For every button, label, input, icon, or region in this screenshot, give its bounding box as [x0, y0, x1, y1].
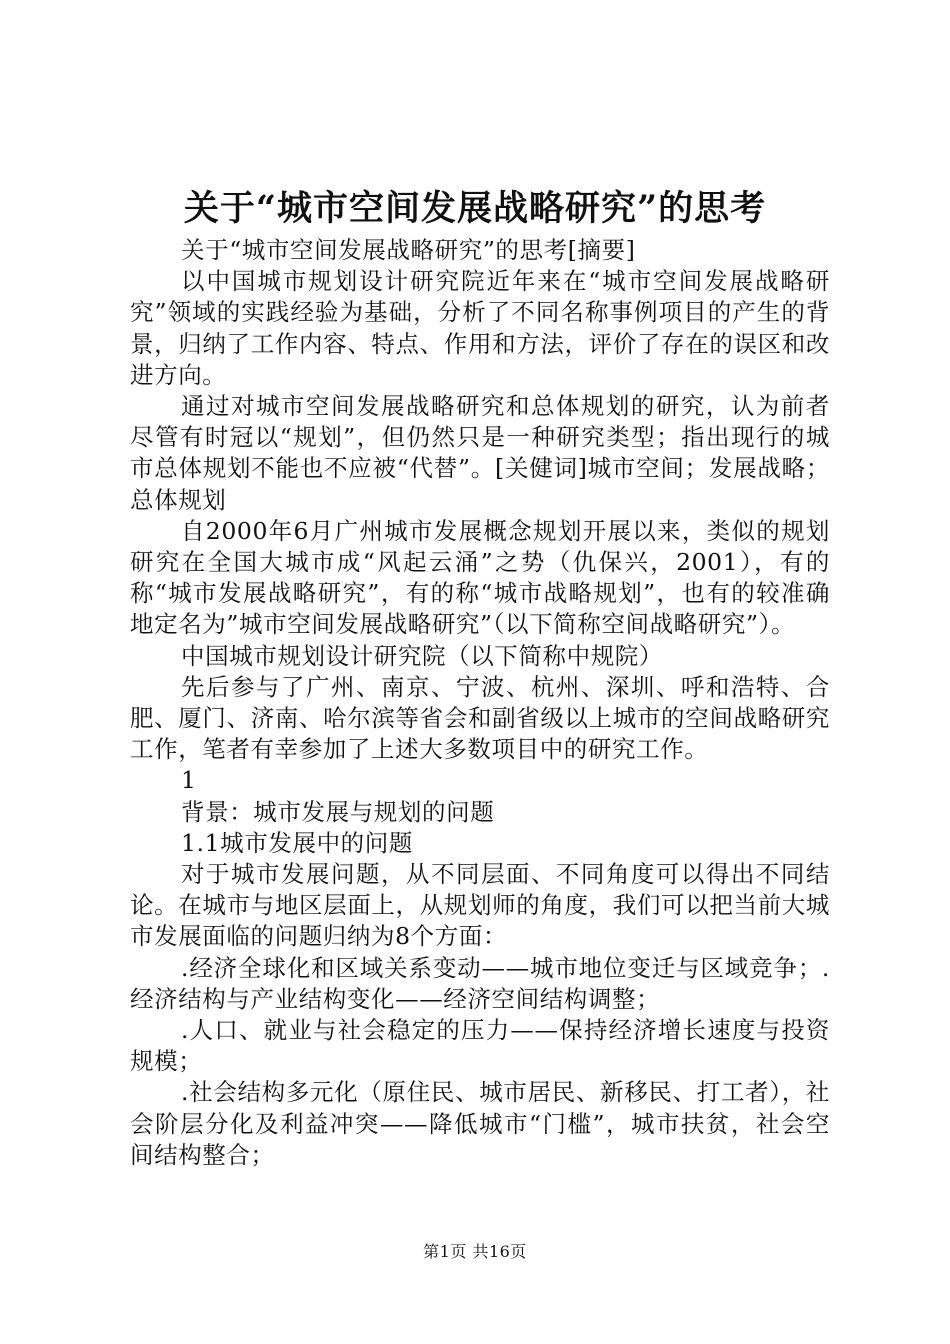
paragraph-problems: 对于城市发展问题，从不同层面、不同角度可以得出不同结论。在城市与地区层面上，从规划师的角度，我们可以把当前大城市发展面临的问题归纳为8个方面：	[130, 860, 830, 951]
list-item: .人口、就业与社会稳定的压力——保持经济增长速度与投资规模；	[130, 1016, 830, 1076]
paragraph-conclusion-keywords: 通过对城市空间发展战略研究和总体规划的研究，认为前者尽管有时冠以“规划”，但仍然只是一种研究类型；指出现行的城市总体规划不能也不应被“代替”。[关健词]城市空间；发展战略；总体规划	[130, 392, 830, 514]
section-heading: 背景：城市发展与规划的问题	[181, 797, 495, 826]
paragraph-abstract: 以中国城市规划设计研究院近年来在“城市空间发展战略研究”领域的实践经验为基础，分析了不同名称事例项目的产生的背景，归纳了工作内容、特点、作用和方法，评价了存在的误区和改进方向。	[130, 267, 830, 389]
subsection-heading: 1.1城市发展中的问题	[181, 828, 413, 857]
list-item: .社会结构多元化（原住民、城市居民、新移民、打工者），社会阶层分化及利益冲突——降低城市“门槛”，城市扶贫，社会空间结构整合；	[130, 1078, 830, 1169]
paragraph-introduction: 自2000年6月广州城市发展概念规划开展以来，类似的规划研究在全国大城市成“风起云涌”之势（仇保兴，2001），有的称“城市发展战略研究”，有的称“城市战略规划”，也有的较准确地定名为”城市空间发展战略研究”（以下简称空间战略研究”）。	[130, 516, 830, 639]
document-body	[130, 235, 830, 1171]
document-title: 关于“城市空间发展战略研究”的思考	[183, 188, 767, 229]
paragraph-caupd: 中国城市规划设计研究院（以下简称中规院）	[181, 641, 663, 670]
section-number: 1	[181, 766, 197, 795]
abstract-heading: 关于“城市空间发展战略研究”的思考[摘要]	[181, 236, 636, 264]
paragraph-participation: 先后参与了广州、南京、宁波、杭州、深圳、呼和浩特、合肥、厦门、济南、哈尔滨等省会和副省级以上城市的空间战略研究工作，笔者有幸参加了上述大多数项目中的研究工作。	[130, 672, 830, 764]
page-footer: 第1页 共16页	[423, 1242, 527, 1261]
list-item: .经济全球化和区域关系变动——城市地位变迁与区域竞争；.经济结构与产业结构变化——经济空间结构调整；	[130, 953, 830, 1013]
